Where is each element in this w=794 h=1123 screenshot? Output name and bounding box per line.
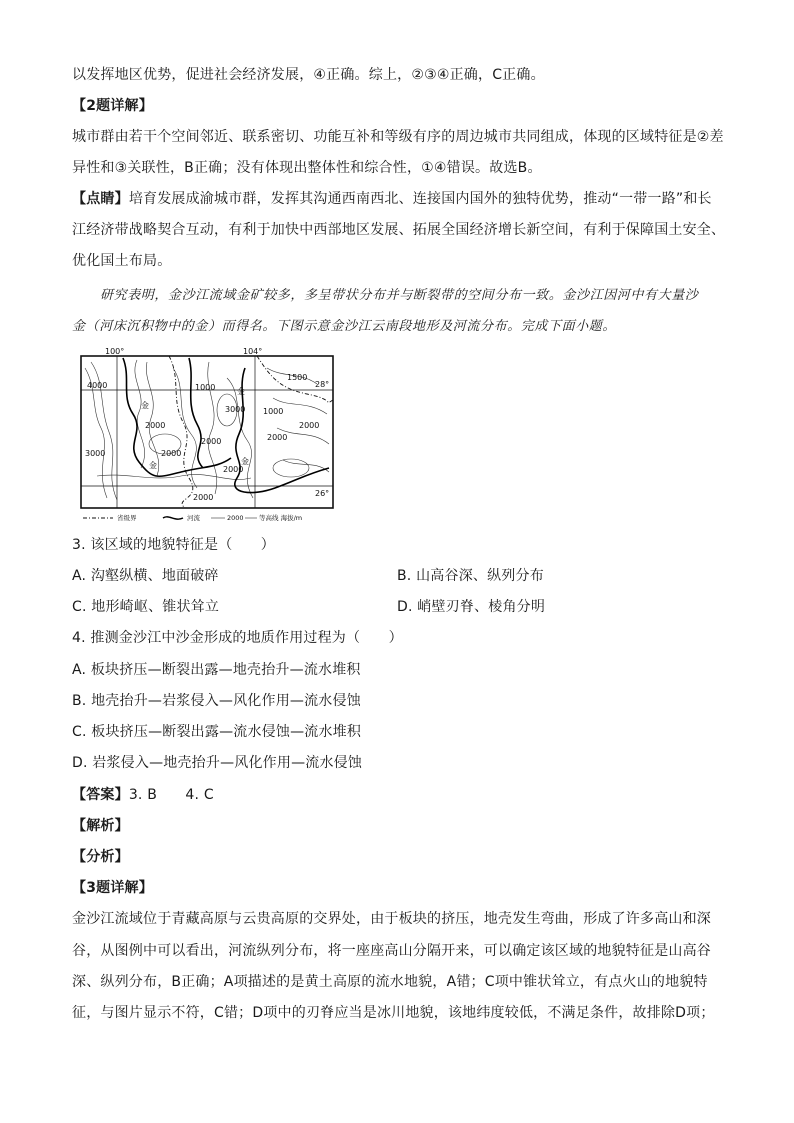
terrain-map-svg [77,348,337,524]
answer-text: 3. B 4. C [128,787,214,803]
option-c: C. 板块挤压—断裂出露—流水侵蚀—流水堆积 [72,724,362,740]
tip-line [72,190,712,208]
paragraph-line: 江经济带战略契合互动，有利于加快中西部地区发展、拓展全国经济增长新空间，有利于保障国土安全、 [72,222,726,238]
paragraph-line: 金沙江流域位于青藏高原与云贵高原的交界处，由于板块的挤压，地壳发生弯曲，形成了许多高山和深 [72,911,711,927]
gold-label: 金 [237,387,245,396]
contour-label: 2000 [267,433,288,442]
contour-label: 2000 [193,493,214,502]
section-heading-q3: 【3题详解】 [72,880,153,896]
material-line: 研究表明，金沙江流域金矿较多，多呈带状分布并与断裂带的空间分布一致。金沙江因河中有大量沙 [100,288,699,303]
contour-label: 3000 [85,449,106,458]
jinsha-river-map [77,348,337,524]
question-4: 4. 推测金沙江中沙金形成的地质作用过程为（ ） [72,630,403,646]
analysis-heading: 【解析】 [72,818,129,834]
lat-label-top: 28° [315,380,330,389]
paragraph-line: 深、纵列分布，B正确；A项描述的是黄土高原的流水地貌，A错；C项中锥状耸立，有点火山的地貌特 [72,974,708,990]
option-d: D. 峭壁刃脊、棱角分明 [397,599,546,615]
contour-label: 2000 [145,421,166,430]
legend-river: 河流 [187,514,200,522]
contour-label: 1000 [195,383,216,392]
contour-label: 2000 [299,421,320,430]
gold-label: 金 [141,401,149,410]
paragraph-line: 异性和③关联性，B正确；没有体现出整体性和综合性，①④错误。故选B。 [72,160,542,176]
contour-label: 2000 [161,449,182,458]
option-b: B. 地壳抬升—岩浆侵入—风化作用—流水侵蚀 [72,693,361,709]
tip-tag: 【点睛】 [72,191,129,207]
paragraph-line: 优化国土布局。 [72,253,172,269]
option-d: D. 岩浆侵入—地壳抬升—风化作用—流水侵蚀 [72,755,363,771]
legend-contour-value: 2000 [227,514,244,522]
contour-label: 2000 [201,437,222,446]
question-3: 3. 该区域的地貌特征是（ ） [72,537,276,553]
lon-label-right: 104° [243,348,263,356]
question-3-options-row [72,567,722,585]
contour-label: 3000 [225,405,246,414]
material-line: 金（河床沉积物中的金）而得名。下图示意金沙江云南段地形及河流分布。完成下面小题。 [72,319,617,334]
answer-line [72,786,214,804]
option-a: A. 板块挤压—断裂出露—地壳抬升—流水堆积 [72,662,361,678]
tip-text: 培育发展成渝城市群，发挥其沟通西南西北、连接国内国外的独特优势，推动“一带一路”和长 [128,191,712,207]
paragraph-line: 以发挥地区优势，促进社会经济发展，④正确。综上，②③④正确，C正确。 [72,67,545,83]
lon-label-left: 100° [105,348,125,356]
legend-contour: 等高线 海拔/m [259,514,303,522]
paragraph-line: 城市群由若干个空间邻近、联系密切、功能互补和等级有序的周边城市共同组成，体现的区域特征是②差 [72,129,724,145]
option-b: B. 山高谷深、纵列分布 [397,568,544,584]
paragraph-line: 征，与图片显示不符，C错；D项中的刃脊应当是冰川地貌，该地纬度较低，不满足条件，故排除D项； [72,1005,715,1021]
contour-label: 2000 [223,465,244,474]
lat-label-bottom: 26° [315,489,330,498]
gold-label: 金 [241,457,249,466]
question-3-options-row [72,598,722,616]
option-c: C. 地形崎岖、锥状耸立 [72,599,220,615]
legend-boundary: 省级界 [117,514,137,522]
gold-label: 金 [149,461,157,470]
fenxi-heading: 【分析】 [72,849,129,865]
contour-label: 1000 [263,407,284,416]
paragraph-line: 谷，从图例中可以看出，河流纵列分布，将一座座高山分隔开来，可以确定该区域的地貌特征是山高谷 [72,943,711,959]
option-a: A. 沟壑纵横、地面破碎 [72,568,219,584]
contour-label: 4000 [87,381,108,390]
answer-tag: 【答案】 [72,787,129,803]
section-heading-q2: 【2题详解】 [72,98,153,114]
contour-label: 1500 [287,373,308,382]
